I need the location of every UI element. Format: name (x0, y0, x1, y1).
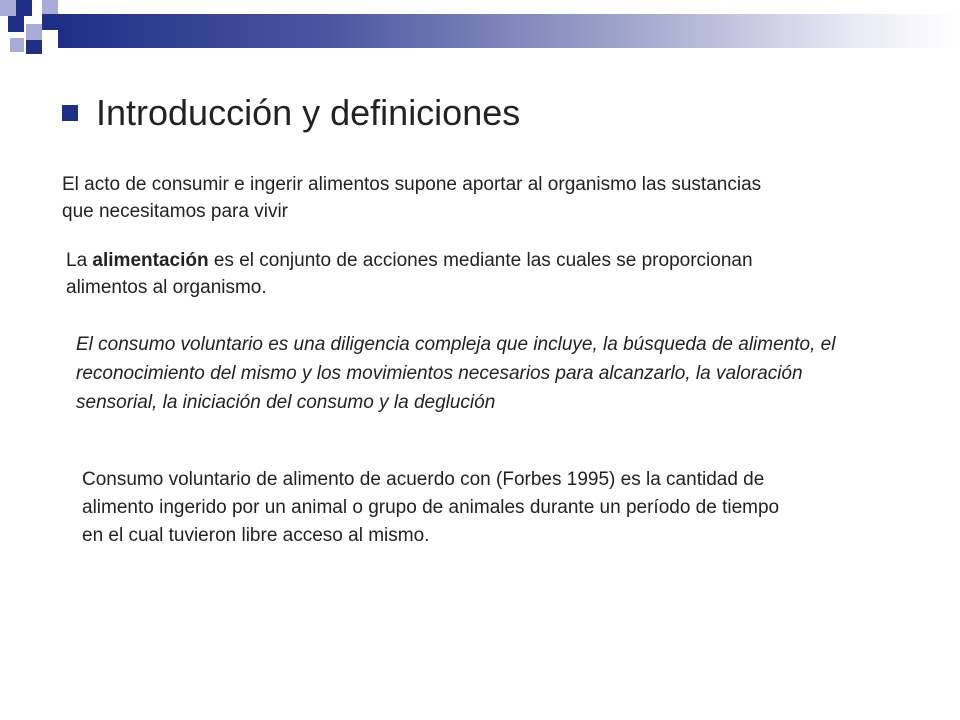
square-bullet-icon (62, 105, 78, 121)
paragraph-alimentacion-suffix: es el conjunto de acciones mediante las cuales se proporcionan alimentos al organismo. (66, 250, 753, 298)
paragraph-intro: El acto de consumir e ingerir alimentos supone aportar al organismo las sustancias que necesitamos para vivir (62, 174, 762, 222)
decor-square-4 (8, 16, 24, 32)
paragraph-alimentacion-prefix: La (66, 250, 93, 271)
paragraph-forbes-definition: Consumo voluntario de alimento de acuerdo con (Forbes 1995) es la cantidad de alimento ingerido por un animal o grupo de animales durante un período de tiempo en el cual tuvieron libre acceso al mismo. (82, 469, 780, 546)
decor-square-6 (26, 24, 42, 40)
decor-square-8 (26, 40, 42, 54)
header-gradient-bar (58, 14, 960, 48)
decor-square-2 (16, 0, 32, 16)
decor-square-7 (10, 38, 24, 52)
decor-square-1 (0, 0, 16, 16)
slide-title: Introducción y definiciones (96, 92, 521, 133)
paragraph-consumo-voluntario: El consumo voluntario es una diligencia compleja que incluye, la búsqueda de alimento, el reconocimiento del mismo y los movimientos necesarios para alcanzarlo, la valoración sensorial, la iniciación del consumo y la deglución (76, 334, 836, 413)
decor-square-3 (42, 0, 58, 14)
title-row (62, 92, 520, 134)
term-alimentacion: alimentación (92, 250, 209, 271)
paragraph-alimentacion (66, 247, 786, 301)
decor-square-5 (42, 14, 58, 30)
